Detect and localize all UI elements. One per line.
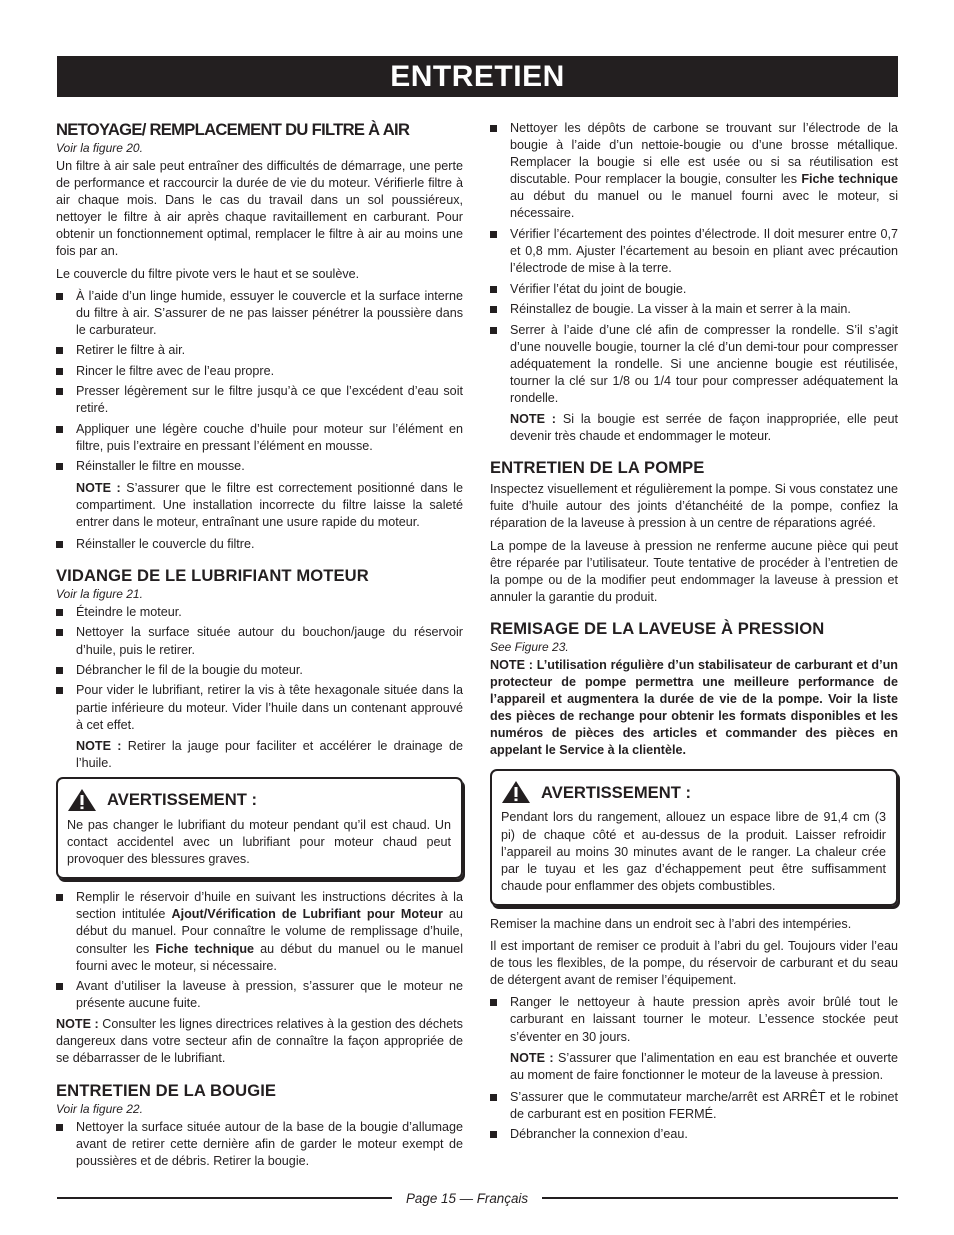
bullet-list [56, 536, 463, 553]
note [490, 411, 898, 445]
bullet-list [490, 1089, 898, 1144]
list-item: Réinstaller le filtre en mousse. [56, 458, 463, 475]
paragraph: Inspectez visuellement et régulièrement la pompe. Si vous constatez une fuite d’huile autour des joints d’étanchéité de la pompe, confiez la réparation de la laveuse à pression à un centre de réparations agréé. [490, 482, 898, 531]
note-text: Si la bougie est serrée de façon inappropriée, elle peut devenir très chaude et endommager le moteur. [510, 412, 898, 444]
list-item: Retirer le filtre à air. [56, 342, 463, 359]
warning-box [56, 777, 463, 879]
note-text: S’assurer que l’alimentation en eau est branchée et ouverte au moment de faire fonctionner le moteur de la laveuse à pression. [510, 1050, 898, 1082]
footer-rule [57, 1197, 392, 1199]
list-item: Nettoyer les dépôts de carbone se trouvant sur l’électrode de la bougie à l’aide d’un nettoie-bougie ou d’une brosse métallique. Remplacer la bougie si elle est usée ou si sa réutilisation est discutable. Pour remplacer la bougie, consulter les Fiche technique au début du manuel ou le manuel fourni avec le moteur, si nécessaire. [490, 120, 898, 223]
list-item: Nettoyer la surface située autour de la base de la bougie d’allumage avant de retirer cette dernière afin de garder le moteur exempt de poussières et de débris. Retirer la bougie. [56, 1119, 463, 1170]
list-item: Serrer à l’aide d’une clé afin de compresser la rondelle. S’il s’agit d’une nouvelle bougie, tourner la clé d’un demi-tour pour compresser adéquatement la rondelle. Si une ancienne bougie est réutilisée, tourner la clé sur 1/8 ou 1/4 tour pour compresser adéquatement la rondelle. [490, 322, 898, 407]
list-item: Nettoyer la surface située autour du bouchon/jauge du réservoir d’huile, puis le retirer. [56, 624, 463, 658]
paragraph: Un filtre à air sale peut entraîner des difficultés de démarrage, une perte de performance et raccourcir la durée de vie du moteur. Vérifierle filtre à air chaque mois. Dans le cas du travail dans un sol poussiéreux, nettoyer le filtre à air après chaque ravitaillement en carburant. Pour obtenir un fonctionnement optimal, remplacer le filtre à air au moins une fois par an. [56, 159, 463, 259]
list-item: Réinstallez de bougie. La visser à la main et serrer à la main. [490, 301, 898, 318]
bullet-list [56, 889, 463, 1012]
list-item: Vérifier l’état du joint de bougie. [490, 281, 898, 298]
bullet-list [56, 1119, 463, 1170]
oil-heading: VIDANGE DE LE LUBRIFIANT MOTEUR [56, 565, 369, 585]
list-item: Rincer le filtre avec de l’eau propre. [56, 363, 463, 380]
air-filter-heading: NETOYAGE/ REMPLACEMENT DU FILTRE À AIR [56, 120, 410, 139]
paragraph: Le couvercle du filtre pivote vers le haut et se soulève. [56, 266, 360, 281]
bold-note: NOTE : L’utilisation régulière d’un stabilisateur de carburant et d’un protecteur de pompe permettra une meilleure performance de l’appareil et augmentera la durée de vie de la pompe. Voir la liste des pièces de rechange pour obtenir les formats disponibles et les numéros de pièces des articles et commander des pièces en appelant le Service à la clientèle. [490, 657, 898, 758]
figure-ref: See Figure 23. [490, 639, 569, 654]
list-item: Pour vider le lubrifiant, retirer la vis à tête hexagonale située dans la partie inférieure du moteur. Vider l’huile dans un contenant approuvé à cet effet. [56, 682, 463, 733]
bullet-list [56, 288, 463, 476]
list-item: Débrancher le fil de la bougie du moteur. [56, 662, 463, 679]
note-label: NOTE : [76, 480, 121, 495]
list-item: Débrancher la connexion d’eau. [490, 1126, 898, 1143]
bullet-list [490, 994, 898, 1045]
list-item: Réinstaller le couvercle du filtre. [56, 536, 463, 553]
bullet-list [490, 120, 898, 407]
list-item: Remplir le réservoir d’huile en suivant les instructions décrites à la section intitulée Ajout/Vérification de Lubrifiant pour Moteur au début du manuel. Pour connaître le volume de remplissage d’huile, consulter les Fiche technique au début du manuel ou le manuel fourni avec le moteur, si nécessaire. [56, 889, 463, 974]
footer-rule [542, 1197, 898, 1199]
note [56, 738, 463, 772]
note-label: NOTE : [510, 412, 556, 427]
warning-title: AVERTISSEMENT : [107, 790, 257, 810]
note-text: S’assurer que le filtre est correctement positionné dans le compartiment. Une installation incorrecte du filtre laisse la saleté entrer dans le moteur, entraînant une usure rapide du moteur. [76, 480, 463, 529]
warning-title: AVERTISSEMENT : [541, 782, 691, 802]
note [56, 480, 463, 531]
list-item: À l’aide d’un linge humide, essuyer le couvercle et la surface interne du filtre à air. S’assurer de ne pas laisser pénétrer la poussière dans le carburateur. [56, 288, 463, 339]
note [56, 1016, 463, 1067]
right-column [490, 120, 898, 1147]
page-number: Page 15 — Français [406, 1190, 529, 1206]
paragraph: Il est important de remiser ce produit à l’abri du gel. Toujours vider l’eau de tous les flexibles, de la pompe, du réservoir de carburant et du seau de détergent avant de remiser l’équipement. [490, 939, 898, 988]
list-item: Avant d’utiliser la laveuse à pression, s’assurer que le moteur ne présente aucune fuite. [56, 978, 463, 1012]
list-item: Éteindre le moteur. [56, 604, 463, 621]
figure-ref: Voir la figure 20. [56, 141, 143, 155]
paragraph: La pompe de la laveuse à pression ne renferme aucune pièce qui peut être réparée par l’utilisateur. Toute tentative de procéder à l’entretien de la pompe ou de la modifier peut endommager la laveuse à pression et annuler la garantie du produit. [490, 538, 898, 604]
warning-triangle-icon [67, 788, 97, 812]
warning-box [490, 769, 898, 905]
storage-heading: REMISAGE DE LA LAVEUSE À PRESSION [490, 618, 825, 638]
list-item: Appliquer une légère couche d’huile pour moteur sur l’élément en filtre, puis l’extraire en pressant l’élément en mousse. [56, 421, 463, 455]
figure-ref: Voir la figure 21. [56, 586, 143, 601]
page-footer [57, 1188, 898, 1208]
list-item: S’assurer que le commutateur marche/arrêt est ARRÊT et le robinet de carburant est en position FERMÉ. [490, 1089, 898, 1123]
list-item: Presser légèrement sur le filtre jusqu’à ce que l’excédent d’eau soit retiré. [56, 383, 463, 417]
list-item: Vérifier l’écartement des pointes d’électrode. Il doit mesurer entre 0,7 et 0,8 mm. Ajuster l’écartement au besoin en pliant avec précaution l’électrode de mise à la terre. [490, 226, 898, 277]
warning-triangle-icon [501, 780, 531, 804]
plug-heading: ENTRETIEN DE LA BOUGIE [56, 1080, 277, 1100]
list-item: Ranger le nettoyeur à haute pression après avoir brûlé tout le carburant en laissant tourner le moteur. L’essence stockée peut s’éventer en 30 jours. [490, 994, 898, 1045]
note-label: NOTE : [510, 1050, 554, 1065]
note-text: Consulter les lignes directrices relatives à la gestion des déchets dangereux dans votre secteur afin de connaître la façon appropriée de se débarrasser de le lubrifiant. [56, 1017, 463, 1066]
note-label: NOTE : [76, 738, 122, 753]
note-text: Retirer la jauge pour faciliter et accélérer le drainage de l’huile. [76, 738, 463, 770]
note-label: NOTE : [56, 1017, 99, 1032]
pump-heading: ENTRETIEN DE LA POMPE [490, 458, 705, 478]
left-column [56, 120, 463, 1174]
bullet-list [56, 604, 463, 734]
paragraph: Remiser la machine dans un endroit sec à l’abri des intempéries. [490, 916, 852, 931]
warning-text: Pendant lors du rangement, allouez un espace libre de 91,4 cm (3 pi) de chaque côté et au-dessus de la produit. Laisser refroidir l’appareil au moins 30 minutes avant de le ranger. La chaleur crée par le tuyau et les gaz d’échappement peut être suffisamment chaude pour enflammer des objets combustibles. [501, 810, 886, 893]
figure-ref: Voir la figure 22. [56, 1101, 143, 1116]
warning-text: Ne pas changer le lubrifiant du moteur pendant qu’il est chaud. Un contact accidentel avec un lubrifiant pour moteur chaud peut provoquer des blessures graves. [67, 817, 451, 867]
page-title: ENTRETIEN [57, 56, 898, 97]
note [490, 1050, 898, 1084]
